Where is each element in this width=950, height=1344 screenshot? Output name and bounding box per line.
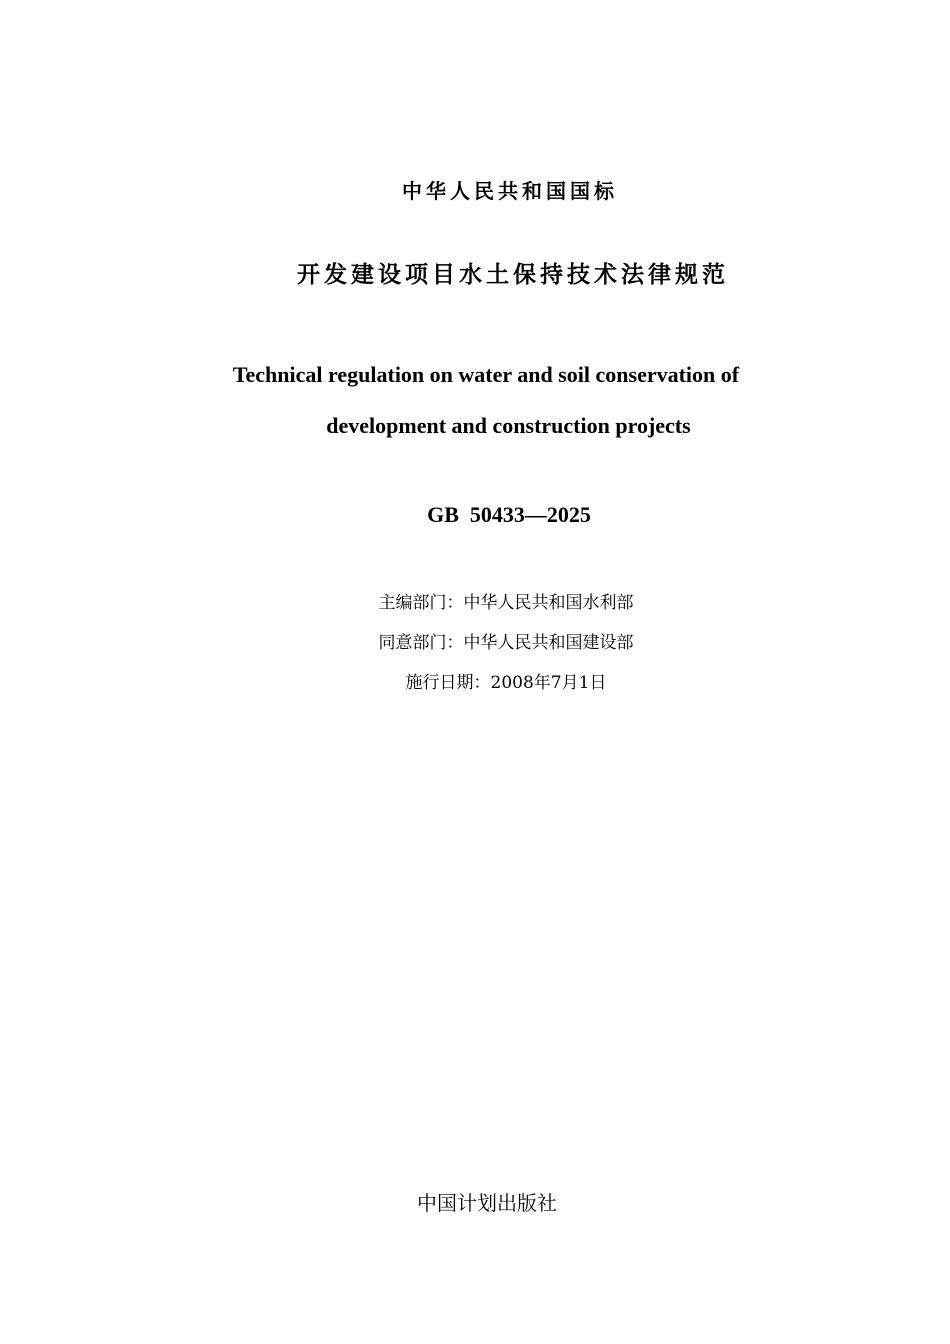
title-chinese: 开发建设项目水土保持技术法律规范 <box>297 262 729 288</box>
effective-date: 施行日期：2008年7月1日 <box>405 673 607 693</box>
standard-number: GB 50433—2025 <box>427 502 591 527</box>
standard-category-label: 中华人民共和国国标 <box>402 179 618 203</box>
publisher-name: 中国计划出版社 <box>417 1191 557 1215</box>
editor-department: 主编部门：中华人民共和国水利部 <box>378 593 634 613</box>
title-english-line-2: development and construction projects <box>326 413 691 438</box>
title-english-line-1: Technical regulation on water and soil conservation of <box>232 362 740 387</box>
approval-department: 同意部门：中华人民共和国建设部 <box>378 633 634 653</box>
